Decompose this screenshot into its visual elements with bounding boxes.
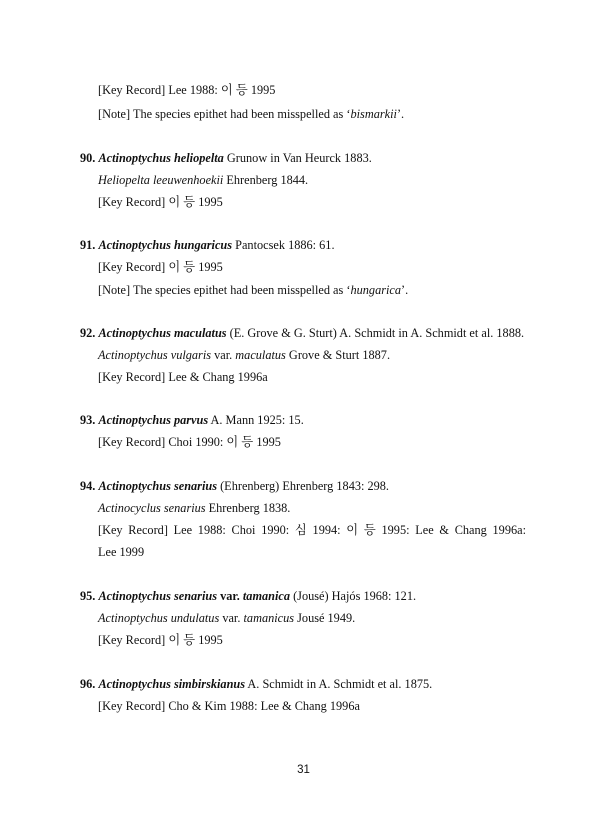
entry-92-synonym-var-name: maculatus bbox=[235, 348, 286, 362]
entry-95-var-name: tamanica bbox=[242, 589, 291, 603]
entry-90-key-record-text: [Key Record] 이 등 1995 bbox=[98, 195, 223, 209]
entry-95-number: 95. bbox=[80, 589, 96, 603]
entry-93-heading bbox=[80, 412, 304, 428]
entry-94-key-record-line-2 bbox=[98, 544, 144, 560]
entry-93-key-record bbox=[98, 434, 281, 450]
entry-91-note-epithet: hungarica bbox=[350, 283, 402, 297]
entry-94-key-record-line-1: [Key Record] Lee 1988: Choi 1990: 심 1994: 이 등 1995: Lee & Chang 1996a: bbox=[98, 523, 526, 537]
entry-95-synonym-authority: Jousé 1949. bbox=[294, 611, 356, 625]
entry-92-synonym-var: var. bbox=[211, 348, 236, 362]
entry-92-synonym-authority: Grove & Sturt 1887. bbox=[285, 348, 391, 362]
entry-90-synonym-name: Heliopelta leeuwenhoekii bbox=[98, 173, 224, 187]
entry-95-species: Actinoptychus senarius bbox=[98, 589, 218, 603]
note-prev bbox=[98, 106, 404, 122]
entry-91-note-suffix: ’. bbox=[401, 283, 409, 297]
entry-95-heading bbox=[80, 588, 416, 604]
entry-92-heading bbox=[80, 325, 524, 341]
entry-93-authority: A. Mann 1925: 15. bbox=[208, 413, 304, 427]
entry-94-key-record-line-2-text: Lee 1999 bbox=[98, 545, 145, 559]
entry-92-key-record bbox=[98, 369, 268, 385]
entry-95-var-label: var. bbox=[217, 589, 243, 603]
entry-95-key-record-text: [Key Record] 이 등 1995 bbox=[98, 633, 223, 647]
entry-91-heading bbox=[80, 237, 335, 253]
entry-93-key-record-text: [Key Record] Choi 1990: 이 등 1995 bbox=[98, 435, 281, 449]
page-number: 31 bbox=[297, 764, 310, 776]
entry-90-number: 90. bbox=[80, 151, 96, 165]
entry-95-synonym bbox=[98, 610, 355, 626]
entry-91-species: Actinoptychus hungaricus bbox=[98, 238, 233, 252]
entry-94-synonym-name: Actinocyclus senarius bbox=[98, 501, 206, 515]
entry-95-authority: (Jousé) Hajós 1968: 121. bbox=[290, 589, 417, 603]
note-prev-suffix: ’. bbox=[396, 107, 405, 121]
entry-92-synonym bbox=[98, 347, 390, 363]
entry-92-synonym-name: Actinoptychus vulgaris bbox=[98, 348, 212, 362]
entry-96-key-record-text: [Key Record] Cho & Kim 1988: Lee & Chang 1996a bbox=[98, 699, 360, 713]
entry-96-species: Actinoptychus simbirskianus bbox=[98, 677, 246, 691]
entry-90-species: Actinoptychus heliopelta bbox=[98, 151, 224, 165]
entry-93-number: 93. bbox=[80, 413, 96, 427]
entry-95-key-record bbox=[98, 632, 223, 648]
note-prev-epithet: bismarkii bbox=[350, 107, 397, 121]
entry-91-note-prefix: [Note] The species epithet had been misspelled as ‘ bbox=[98, 283, 351, 297]
entry-90-key-record bbox=[98, 194, 223, 210]
entry-92-key-record-text: [Key Record] Lee & Chang 1996a bbox=[98, 370, 268, 384]
entry-94-synonym-authority: Ehrenberg 1838. bbox=[205, 501, 291, 515]
key-record-prev bbox=[98, 82, 275, 98]
entry-95-synonym-name: Actinoptychus undulatus bbox=[98, 611, 220, 625]
entry-91-note bbox=[98, 282, 408, 298]
entry-95-synonym-var-name: tamanicus bbox=[243, 611, 295, 625]
note-prev-prefix: [Note] The species epithet had been misspelled as ‘ bbox=[98, 107, 351, 121]
entry-90-synonym-authority: Ehrenberg 1844. bbox=[223, 173, 309, 187]
entry-96-number: 96. bbox=[80, 677, 96, 691]
entry-94-species: Actinoptychus senarius bbox=[98, 479, 218, 493]
entry-92-number: 92. bbox=[80, 326, 96, 340]
entry-91-authority: Pantocsek 1886: 61. bbox=[232, 238, 335, 252]
entry-91-key-record bbox=[98, 259, 223, 275]
entry-92-authority: (E. Grove & G. Sturt) A. Schmidt in A. Schmidt et al. 1888. bbox=[226, 326, 525, 340]
entry-90-synonym bbox=[98, 172, 308, 188]
entry-96-heading bbox=[80, 676, 432, 692]
key-record-prev-text: [Key Record] Lee 1988: 이 등 1995 bbox=[98, 83, 276, 97]
entry-96-key-record bbox=[98, 698, 360, 714]
entry-94-number: 94. bbox=[80, 479, 96, 493]
entry-94-authority: (Ehrenberg) Ehrenberg 1843: 298. bbox=[217, 479, 390, 493]
entry-94-synonym bbox=[98, 500, 290, 516]
entry-94-heading bbox=[80, 478, 389, 494]
entry-91-key-record-text: [Key Record] 이 등 1995 bbox=[98, 260, 223, 274]
entry-92-species: Actinoptychus maculatus bbox=[98, 326, 227, 340]
entry-91-number: 91. bbox=[80, 238, 96, 252]
entry-90-authority: Grunow in Van Heurck 1883. bbox=[223, 151, 372, 165]
entry-95-synonym-var: var. bbox=[219, 611, 244, 625]
entry-96-authority: A. Schmidt in A. Schmidt et al. 1875. bbox=[245, 677, 433, 691]
entry-93-species: Actinoptychus parvus bbox=[98, 413, 209, 427]
entry-90-heading bbox=[80, 150, 372, 166]
